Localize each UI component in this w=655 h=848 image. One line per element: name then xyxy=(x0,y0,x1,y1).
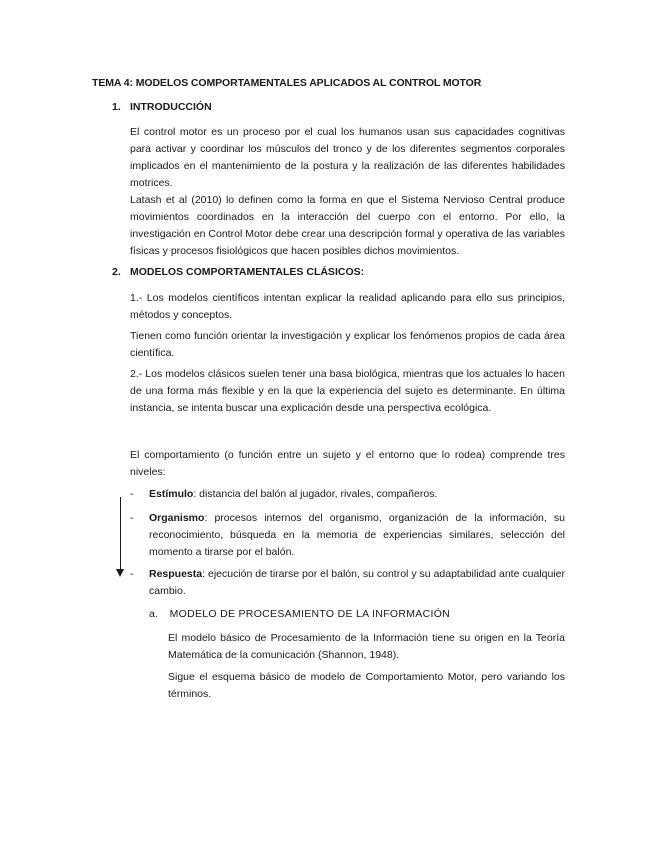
bullet-dash: - xyxy=(130,512,134,524)
bullet-term: Respuesta xyxy=(149,568,203,580)
bullet-dash: - xyxy=(130,568,134,580)
list-item-respuesta xyxy=(130,566,565,600)
paragraph-clasicos-3: 2.- Los modelos clásicos suelen tener una basa biológica, mientras que los actuales lo hacen de una forma más flexible y en la que la experiencia del sujeto es determinante. En última instancia, se intenta buscar una explicación desde una perspectiva ecológica. xyxy=(130,368,565,414)
paragraph-procesamiento-2: Sigue el esquema básico de modelo de Comportamiento Motor, pero variando los términos. xyxy=(168,671,565,700)
paragraph-clasicos-2: Tienen como función orientar la investigación y explicar los fenómenos propios de cada área científica. xyxy=(130,330,565,359)
arrow-down-icon xyxy=(116,569,124,577)
bullet-text: : distancia del balón al jugador, rivales, compañeros. xyxy=(193,488,438,500)
bullet-text: : ejecución de tirarse por el balón, su control y su adaptabilidad ante cualquier cambio. xyxy=(149,568,565,597)
paragraph-intro-2: Latash et al (2010) lo definen como la forma en que el Sistema Nervioso Central produce movimientos coordinados en la interacción del cuerpo con el entorno. Por ello, la investigación en Control Motor debe crear una descripción formal y operativa de las variables físicas y procesos fisiológicos que hacen posibles dichos movimientos. xyxy=(130,194,565,257)
bullet-dash: - xyxy=(130,488,134,500)
document-title: TEMA 4: MODELOS COMPORTAMENTALES APLICADOS AL CONTROL MOTOR xyxy=(92,77,482,89)
list-item-organismo xyxy=(130,510,565,561)
bullet-text: : procesos internos del organismo, organización de la información, su reconocimiento, búsqueda en la memoria de experiencias similares, selección del momento a tirarse por el balón. xyxy=(149,512,565,558)
section-number: 2. xyxy=(112,266,121,278)
section-heading-introduccion xyxy=(112,101,512,113)
subsection-heading xyxy=(149,608,569,620)
section-title: INTRODUCCIÓN xyxy=(130,101,212,113)
paragraph-clasicos-1: 1.- Los modelos científicos intentan explicar la realidad aplicando para ello sus principios, métodos y conceptos. xyxy=(130,292,565,321)
section-title: MODELOS COMPORTAMENTALES CLÁSICOS: xyxy=(130,266,365,278)
paragraph-intro-1: El control motor es un proceso por el cual los humanos usan sus capacidades cognitivas para activar y coordinar los músculos del tronco y de los diferentes segmentos corporales implicados en el mantenimiento de la postura y la realización de las diferentes habilidades motrices. xyxy=(130,126,565,189)
bullet-term: Estímulo xyxy=(149,488,194,500)
bullet-term: Organismo xyxy=(149,512,205,524)
paragraph-procesamiento-1: El modelo básico de Procesamiento de la Información tiene su origen en la Teoría Matemática de la comunicación (Shannon, 1948). xyxy=(168,632,565,661)
section-number: 1. xyxy=(112,101,121,113)
section-heading-clasicos xyxy=(112,266,512,278)
flow-arrow-line xyxy=(120,497,121,573)
subsection-title: MODELO DE PROCESAMIENTO DE LA INFORMACIÓN xyxy=(169,608,451,620)
subsection-letter: a. xyxy=(149,608,159,620)
paragraph-comportamiento: El comportamiento (o función entre un sujeto y el entorno que lo rodea) comprende tres niveles: xyxy=(130,449,565,478)
list-item-estimulo xyxy=(130,486,565,503)
